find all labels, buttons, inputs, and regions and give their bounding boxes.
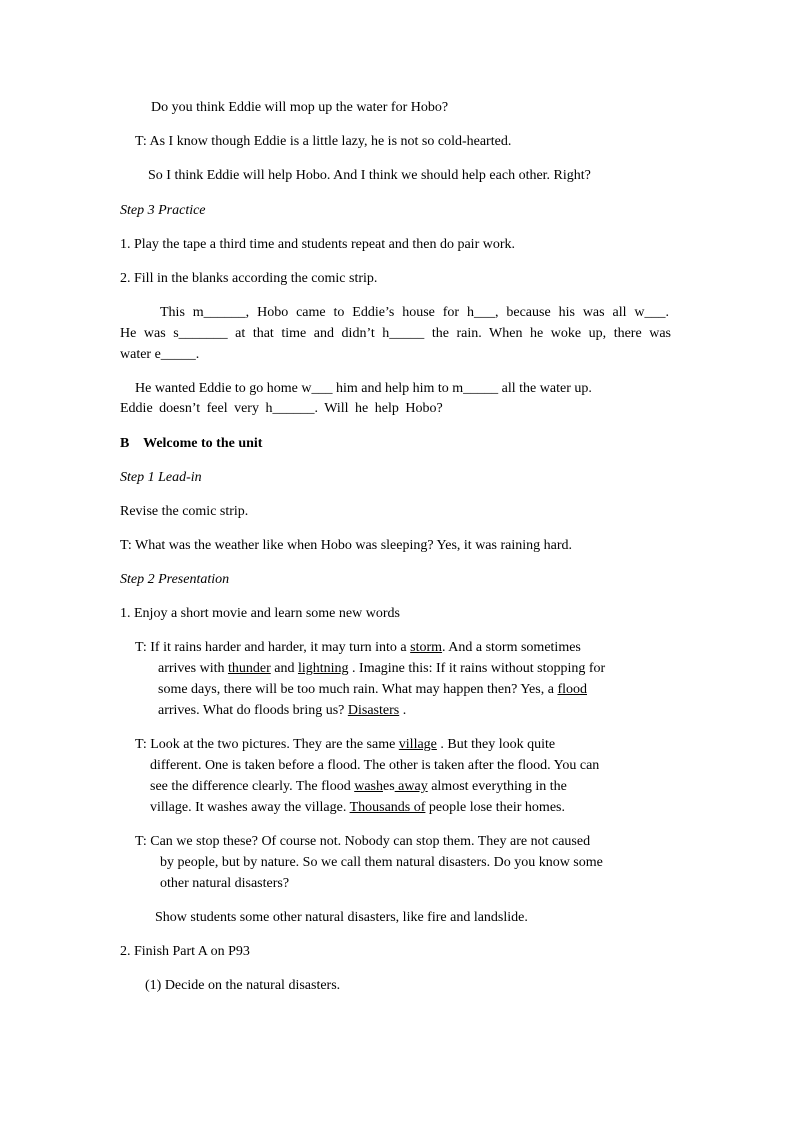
nature-para-line-1: T: Can we stop these? Of course not. Nobody can stop them. They are not caused bbox=[135, 834, 591, 849]
intro-line-3: So I think Eddie will help Hobo. And I think we should help each other. Right? bbox=[148, 168, 591, 183]
text-run: arrives. What do floods bring us? bbox=[158, 703, 348, 718]
village-para-line-4 bbox=[150, 799, 565, 816]
step1-line-1: Revise the comic strip. bbox=[120, 504, 249, 519]
section-b-heading: B Welcome to the unit bbox=[120, 436, 263, 451]
step2-item-1: 1. Enjoy a short movie and learn some new words bbox=[120, 606, 400, 621]
fill-blank-line-5: Eddie doesn’t feel very h______. Will he help Hobo? bbox=[120, 401, 443, 416]
nature-para-line-3: other natural disasters? bbox=[160, 876, 290, 891]
text-run: . bbox=[399, 703, 407, 718]
step3-item-1: 1. Play the tape a third time and students repeat and then do pair work. bbox=[120, 237, 516, 252]
storm-para-line-4 bbox=[158, 702, 406, 719]
intro-line-1: Do you think Eddie will mop up the water for Hobo? bbox=[151, 100, 449, 115]
text-run: arrives with bbox=[158, 661, 228, 676]
vocab-word: village bbox=[398, 737, 437, 752]
step1-line-2: T: What was the weather like when Hobo was sleeping? Yes, it was raining hard. bbox=[120, 538, 572, 553]
vocab-word: thunder bbox=[227, 661, 271, 676]
text-run: . And a storm sometimes bbox=[442, 640, 581, 655]
storm-para-line-3 bbox=[158, 681, 587, 698]
village-para-line-3 bbox=[150, 778, 567, 795]
text-run: . Imagine this: If it rains without stopping for bbox=[348, 661, 606, 676]
vocab-word: flood bbox=[557, 682, 587, 697]
text-run: . But they look quite bbox=[436, 737, 556, 752]
fill-blank-line-4: He wanted Eddie to go home w___ him and help him to m_____ all the water up. bbox=[135, 381, 592, 396]
storm-para-line-1 bbox=[135, 639, 581, 656]
step1-heading: Step 1 Lead-in bbox=[120, 470, 202, 485]
step3-heading: Step 3 Practice bbox=[120, 203, 206, 218]
fill-blank-line-1: This m______, Hobo came to Eddie’s house for h___, because his was all w___. bbox=[160, 305, 669, 320]
village-para-line-1 bbox=[135, 736, 555, 753]
show-students-line: Show students some other natural disasters, like fire and landslide. bbox=[155, 910, 528, 925]
intro-line-2: T: As I know though Eddie is a little lazy, he is not so cold-hearted. bbox=[135, 134, 512, 149]
text-run: and bbox=[270, 661, 298, 676]
text-run: almost everything in the bbox=[427, 779, 567, 794]
step2-heading: Step 2 Presentation bbox=[120, 572, 230, 587]
vocab-word: wash bbox=[354, 779, 383, 794]
vocab-word: storm bbox=[410, 640, 443, 655]
text-run: people lose their homes. bbox=[425, 800, 565, 815]
text-run: village. It washes away the village. bbox=[150, 800, 350, 815]
storm-para-line-2 bbox=[158, 660, 605, 677]
text-run: es bbox=[382, 779, 395, 794]
text-run: T: Look at the two pictures. They are the same bbox=[135, 737, 399, 752]
vocab-word: lightning bbox=[297, 661, 349, 676]
vocab-word: Thousands of bbox=[349, 800, 426, 815]
fill-blank-line-3: water e_____. bbox=[120, 347, 200, 362]
nature-para-line-2: by people, but by nature. So we call them natural disasters. Do you know some bbox=[160, 855, 603, 870]
village-para-line-2: different. One is taken before a flood. The other is taken after the flood. You can bbox=[150, 758, 600, 773]
fill-blank-line-2: He was s_______ at that time and didn’t h_____ the rain. When he woke up, there was bbox=[120, 326, 671, 341]
vocab-word: Disasters bbox=[347, 703, 400, 718]
step3-item-2: 2. Fill in the blanks according the comic strip. bbox=[120, 271, 378, 286]
text-run: some days, there will be too much rain. What may happen then? Yes, a bbox=[158, 682, 558, 697]
step2-subitem-1: (1) Decide on the natural disasters. bbox=[145, 978, 341, 993]
text-run: see the difference clearly. The flood bbox=[150, 779, 355, 794]
text-run: T: If it rains harder and harder, it may turn into a bbox=[135, 640, 411, 655]
step2-item-2: 2. Finish Part A on P93 bbox=[120, 944, 250, 959]
vocab-word: away bbox=[394, 779, 428, 794]
